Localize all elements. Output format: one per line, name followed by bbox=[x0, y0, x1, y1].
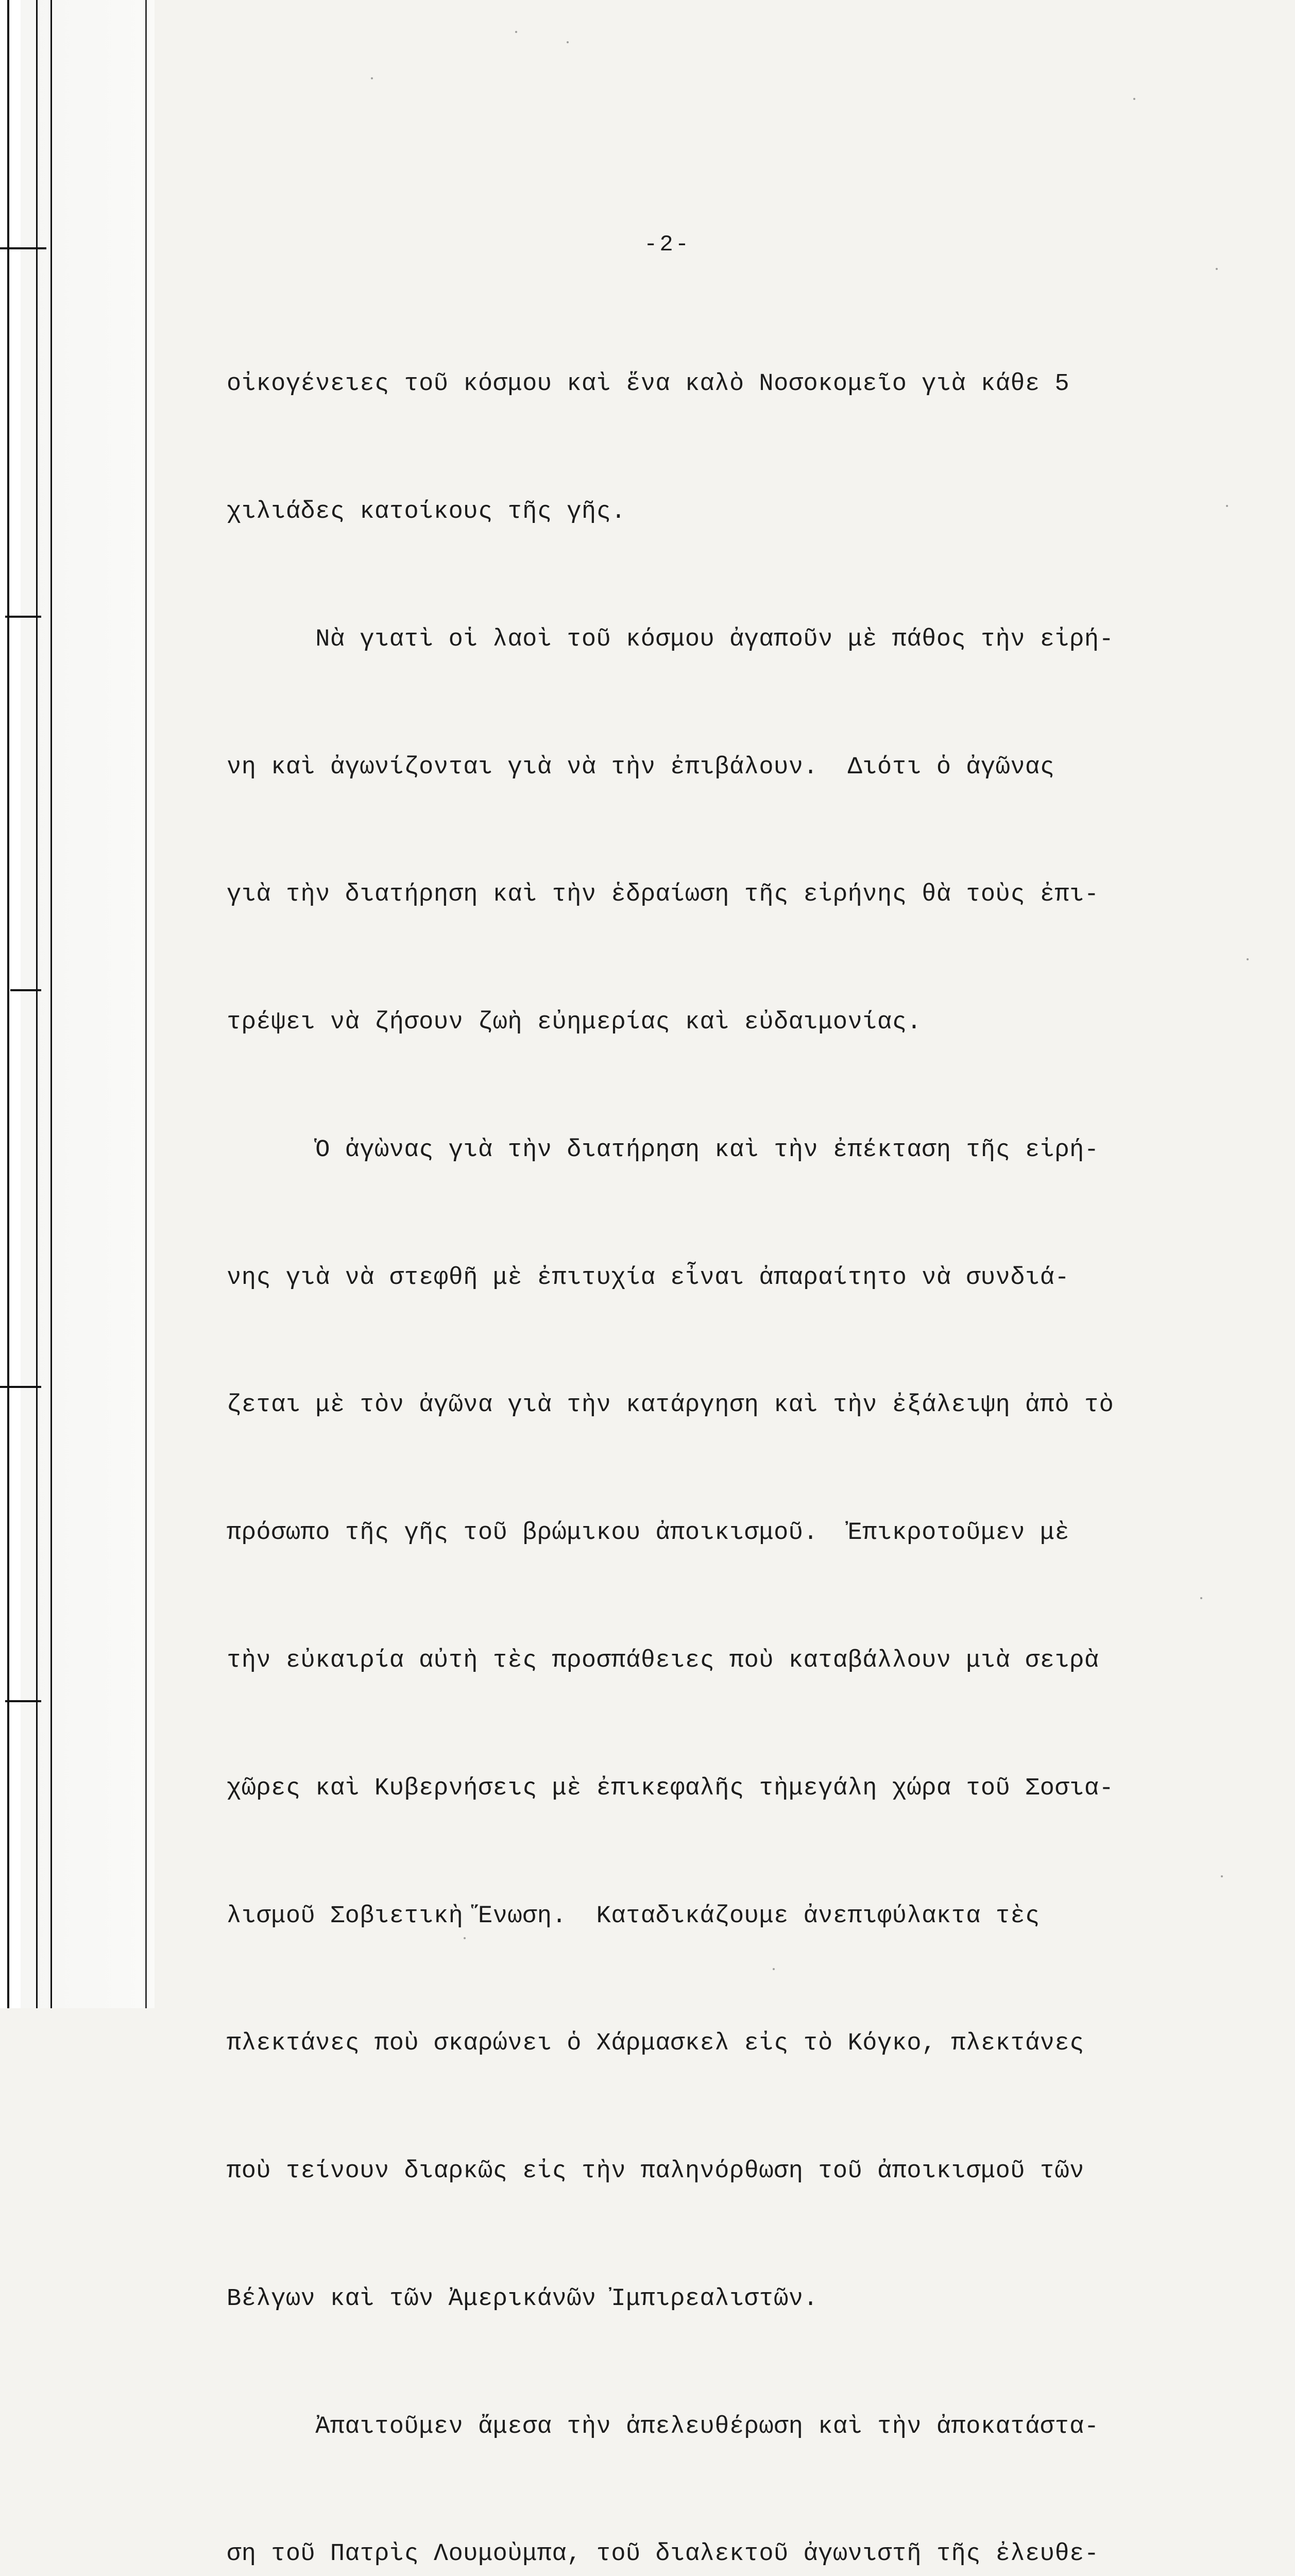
text-line: πρόσωπο τῆς γῆς τοῦ βρώμικου ἀποικισμοῦ. Ἐπικροτοῦμεν μὲ bbox=[227, 1519, 1070, 1547]
text-line: νης γιὰ νὰ στεφθῆ μὲ ἐπιτυχία εἶναι ἀπαραίτητο νὰ συνδιά- bbox=[227, 1264, 1070, 1292]
text-line: γιὰ τὴν διατήρηση καὶ τὴν ἑδραίωση τῆς εἰρήνης θὰ τοὺς ἐπι- bbox=[227, 881, 1099, 909]
binding-mark bbox=[10, 989, 41, 991]
binding-edge-line bbox=[36, 0, 38, 2008]
page-binding-margin bbox=[0, 0, 155, 2008]
text-line: ποὺ τείνουν διαρκῶς εἰς τὴν παληνόρθωση τοῦ ἀποικισμοῦ τῶν bbox=[227, 2158, 1084, 2185]
page-number: -2- bbox=[644, 232, 691, 258]
scan-speck bbox=[515, 31, 517, 33]
binding-mark bbox=[5, 616, 41, 618]
text-line: πλεκτάνες ποὺ σκαρώνει ὁ Χάρμασκελ εἰς τὸ Κόγκο, πλεκτάνες bbox=[227, 2030, 1084, 2058]
text-line: ση τοῦ Πατρὶς Λουμοὺμπα, τοῦ διαλεκτοῦ ἀγωνιστῆ τῆς ἐλευθε- bbox=[227, 2540, 1099, 2568]
text-line: Ὁ ἀγὼνας γιὰ τὴν διατήρηση καὶ τὴν ἐπέκταση τῆς εἰρή- bbox=[227, 1136, 1099, 1164]
scan-speck bbox=[1216, 268, 1218, 270]
binding-edge-line bbox=[145, 0, 147, 2008]
scan-speck bbox=[1221, 1875, 1223, 1877]
text-line: ζεται μὲ τὸν ἀγῶνα γιὰ τὴν κατάργηση καὶ τὴν ἐξάλειψη ἀπὸ τὸ bbox=[227, 1392, 1114, 1419]
scan-speck bbox=[567, 41, 569, 43]
scan-speck bbox=[1247, 958, 1249, 960]
scan-speck bbox=[371, 77, 373, 79]
text-line: λισμοῦ Σοβιετικὴ Ἕνωση. Καταδικάζουμε ἀνεπιφύλακτα τὲς bbox=[227, 1902, 1040, 1930]
scan-speck bbox=[1133, 98, 1135, 100]
binding-mark bbox=[0, 1386, 41, 1388]
binding-mark bbox=[0, 247, 46, 249]
text-line: τρέψει νὰ ζήσουν ζωὴ εὐημερίας καὶ εὐδαιμονίας. bbox=[227, 1009, 922, 1037]
document-body bbox=[227, 278, 1216, 2576]
text-line: τὴν εὐκαιρία αὐτὴ τὲς προσπάθειες ποὺ καταβάλλουν μιὰ σειρὰ bbox=[227, 1647, 1099, 1674]
binding-mark bbox=[5, 1700, 41, 1702]
scan-speck bbox=[1226, 505, 1228, 507]
binding-edge-line bbox=[7, 0, 9, 2008]
binding-edge-line bbox=[50, 0, 52, 2008]
text-line: Βέλγων καὶ τῶν Ἀμερικάνῶν Ἰμπιρεαλιστῶν. bbox=[227, 2285, 819, 2313]
text-line: χῶρες καὶ Κυβερνήσεις μὲ ἐπικεφαλῆς τὴμεγάλη χώρα τοῦ Σοσια- bbox=[227, 1774, 1114, 1802]
text-line: νη καὶ ἀγωνίζονται γιὰ νὰ τὴν ἐπιβάλουν. Διότι ὁ ἀγῶνας bbox=[227, 753, 1055, 781]
text-line: οἰκογένειες τοῦ κόσμου καὶ ἕνα καλὸ Νοσοκομεῖο γιὰ κάθε 5 bbox=[227, 370, 1070, 398]
text-line: Νὰ γιατὶ οἱ λαοὶ τοῦ κόσμου ἀγαποῦν μὲ πάθος τὴν εἰρή- bbox=[227, 625, 1114, 653]
text-line: Ἀπαιτοῦμεν ἄμεσα τὴν ἀπελευθέρωση καὶ τὴν ἀποκατάστα- bbox=[227, 2413, 1099, 2441]
text-line: χιλιάδες κατοίκους τῆς γῆς. bbox=[227, 498, 626, 526]
